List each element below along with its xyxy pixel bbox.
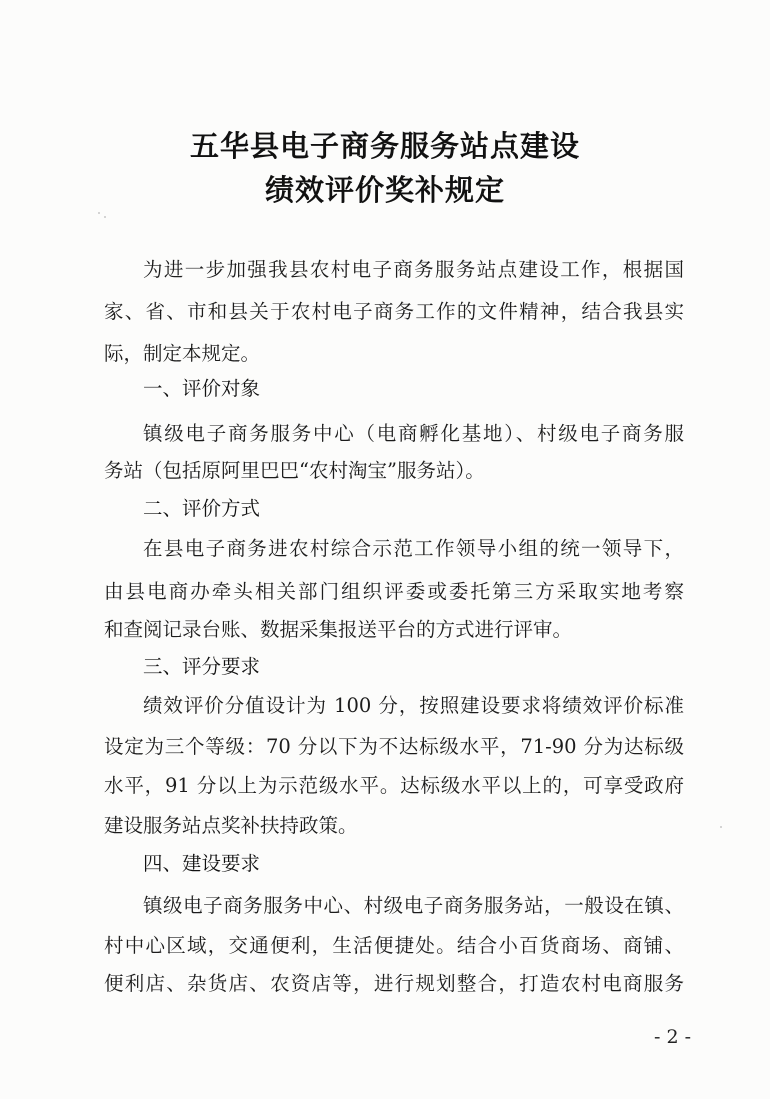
section-heading-1: 一、评价对象 [143,377,261,400]
section-3-line-2: 设定为三个等级：70 分以下为不达标级水平，71-90 分为达标级 [104,735,684,758]
intro-line-1: 为进一步加强我县农村电子商务服务站点建设工作，根据国 [143,258,684,281]
section-4-line-3: 便利店、杂货店、农资店等，进行规划整合，打造农村电商服务 [104,972,684,995]
intro-line-2: 家、省、市和县关于农村电子商务工作的文件精神，结合我县实 [104,300,684,323]
section-3-line-1: 绩效评价分值设计为 100 分，按照建设要求将绩效评价标准 [143,694,684,717]
section-heading-2: 二、评价方式 [143,497,261,520]
section-2-line-2: 由县电商办牵头相关部门组织评委或委托第三方采取实地考察 [104,580,684,603]
section-heading-3: 三、评分要求 [143,655,261,678]
scan-speck [104,216,106,218]
page-number: - 2 - [654,1026,692,1048]
document-title-line-2: 绩效评价奖补规定 [264,173,505,207]
section-2-line-1: 在县电子商务进农村综合示范工作领导小组的统一领导下， [143,537,684,560]
section-2-line-3: 和查阅记录台账、数据采集报送平台的方式进行评审。 [104,618,573,641]
document-title-line-1: 五华县电子商务服务站点建设 [189,129,580,163]
intro-line-3: 际，制定本规定。 [104,342,261,365]
scan-speck [720,826,722,828]
section-1-line-1: 镇级电子商务服务中心（电商孵化基地）、村级电子商务服 [143,422,684,445]
section-3-line-4: 建设服务站点奖补扶持政策。 [104,814,358,837]
scan-speck [98,212,100,214]
section-4-line-1: 镇级电子商务服务中心、村级电子商务服务站，一般设在镇、 [143,894,684,917]
section-3-line-3: 水平，91 分以上为示范级水平。达标级水平以上的，可享受政府 [104,774,684,797]
section-4-line-2: 村中心区域，交通便利，生活便捷处。结合小百货商场、商铺、 [104,934,684,957]
section-heading-4: 四、建设要求 [143,852,261,875]
section-1-line-2: 务站（包括原阿里巴巴“农村淘宝”服务站）。 [104,459,485,482]
